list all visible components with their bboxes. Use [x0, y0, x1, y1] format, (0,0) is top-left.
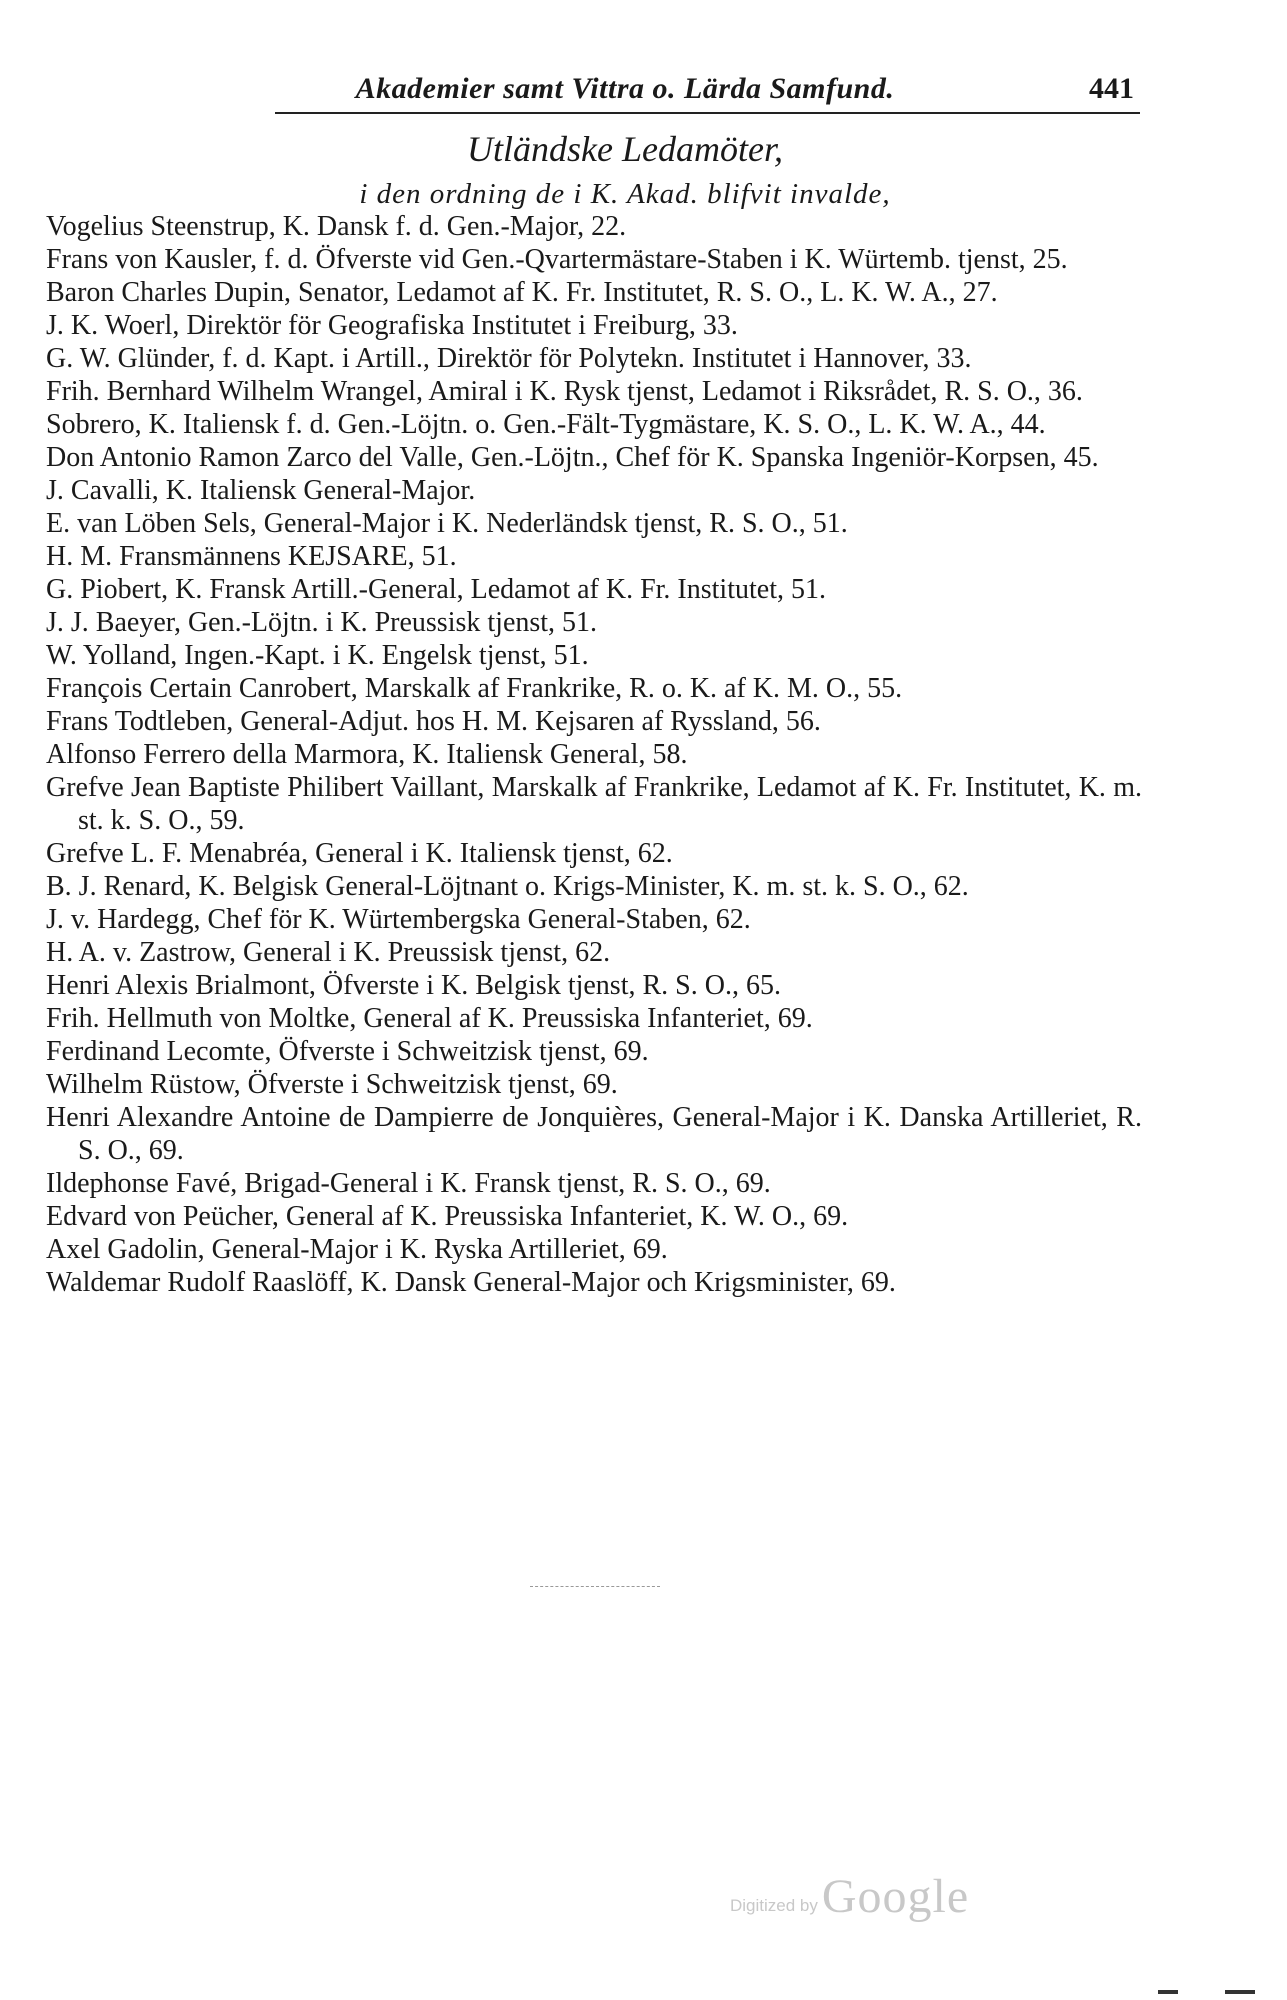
member-entry: Waldemar Rudolf Raaslöff, K. Dansk General-Major och Krigsminister, 69. [46, 1267, 896, 1298]
member-entry: Ildephonse Favé, Brigad-General i K. Fransk tjenst, R. S. O., 69. [46, 1168, 771, 1199]
scan-mark [1225, 1990, 1255, 1994]
member-entry: Don Antonio Ramon Zarco del Valle, Gen.-Löjtn., Chef för K. Spanska Ingeniör-Korpsen, 45. [46, 442, 1099, 473]
member-entry: Frih. Bernhard Wilhelm Wrangel, Amiral i K. Rysk tjenst, Ledamot i Riksrådet, R. S. O., 36. [46, 376, 1083, 407]
member-list [46, 210, 1142, 1299]
member-entry: J. K. Woerl, Direktör för Geografiska Institutet i Freiburg, 33. [46, 310, 738, 341]
member-entry: Frih. Hellmuth von Moltke, General af K. Preussiska Infanteriet, 69. [46, 1003, 813, 1034]
member-entry: J. v. Hardegg, Chef för K. Würtembergska General-Staben, 62. [46, 904, 751, 935]
scan-mark [1158, 1990, 1178, 1994]
member-entry: H. A. v. Zastrow, General i K. Preussisk tjenst, 62. [46, 937, 611, 968]
section-title: Utländske Ledamöter, [467, 129, 783, 169]
member-entry: François Certain Canrobert, Marskalk af Frankrike, R. o. K. af K. M. O., 55. [46, 673, 903, 704]
member-entry: Ferdinand Lecomte, Öfverste i Schweitzisk tjenst, 69. [46, 1036, 649, 1067]
member-entry: Frans von Kausler, f. d. Öfverste vid Gen.-Qvartermästare-Staben i K. Würtemb. tjenst, 25. [46, 244, 1068, 275]
member-entry: Henri Alexandre Antoine de Dampierre de Jonquières, General-Major i K. Danska Artilleriet, R. S. O., 69. [46, 1102, 1142, 1166]
running-title: Akademier samt Vittra o. Lärda Samfund. [355, 72, 895, 105]
section-subtitle: i den ordning de i K. Akad. blifvit invalde, [359, 178, 891, 210]
member-entry: Alfonso Ferrero della Marmora, K. Italiensk General, 58. [46, 739, 688, 770]
page-header [275, 72, 1140, 114]
member-entry: W. Yolland, Ingen.-Kapt. i K. Engelsk tjenst, 51. [46, 640, 589, 671]
member-entry: G. Piobert, K. Fransk Artill.-General, Ledamot af K. Fr. Institutet, 51. [46, 574, 826, 605]
member-entry: Vogelius Steenstrup, K. Dansk f. d. Gen.-Major, 22. [46, 211, 627, 242]
page-number: 441 [1089, 72, 1134, 105]
google-logo: Google [821, 1870, 970, 1923]
member-entry: G. W. Glünder, f. d. Kapt. i Artill., Direktör för Polytekn. Institutet i Hannover, 33. [46, 343, 972, 374]
member-entry: Henri Alexis Brialmont, Öfverste i K. Belgisk tjenst, R. S. O., 65. [46, 970, 781, 1001]
member-entry: Frans Todtleben, General-Adjut. hos H. M. Kejsaren af Ryssland, 56. [46, 706, 821, 737]
member-entry: Sobrero, K. Italiensk f. d. Gen.-Löjtn. o. Gen.-Fält-Tygmästare, K. S. O., L. K. W. A., 44. [46, 409, 1046, 440]
member-entry: Grefve L. F. Menabréa, General i K. Italiensk tjenst, 62. [46, 838, 673, 869]
member-entry: J. J. Baeyer, Gen.-Löjtn. i K. Preussisk tjenst, 51. [46, 607, 598, 638]
member-entry: Baron Charles Dupin, Senator, Ledamot af K. Fr. Institutet, R. S. O., L. K. W. A., 27. [46, 277, 998, 308]
member-entry: Wilhelm Rüstow, Öfverste i Schweitzisk tjenst, 69. [46, 1069, 618, 1100]
member-entry: Grefve Jean Baptiste Philibert Vaillant, Marskalk af Frankrike, Ledamot af K. Fr. Institutet, K. m. st. k. S. O., 59. [46, 772, 1142, 836]
digitized-watermark [730, 1864, 969, 1924]
end-rule [530, 1586, 660, 1587]
member-entry: H. M. Fransmännens KEJSARE, 51. [46, 541, 457, 572]
watermark-text: Digitized by [730, 1896, 818, 1915]
member-entry: Axel Gadolin, General-Major i K. Ryska Artilleriet, 69. [46, 1234, 668, 1265]
member-entry: E. van Löben Sels, General-Major i K. Nederländsk tjenst, R. S. O., 51. [46, 508, 848, 539]
member-entry: B. J. Renard, K. Belgisk General-Löjtnant o. Krigs-Minister, K. m. st. k. S. O., 62. [46, 871, 969, 902]
member-entry: J. Cavalli, K. Italiensk General-Major. [46, 475, 476, 506]
member-entry: Edvard von Peücher, General af K. Preussiska Infanteriet, K. W. O., 69. [46, 1201, 849, 1232]
